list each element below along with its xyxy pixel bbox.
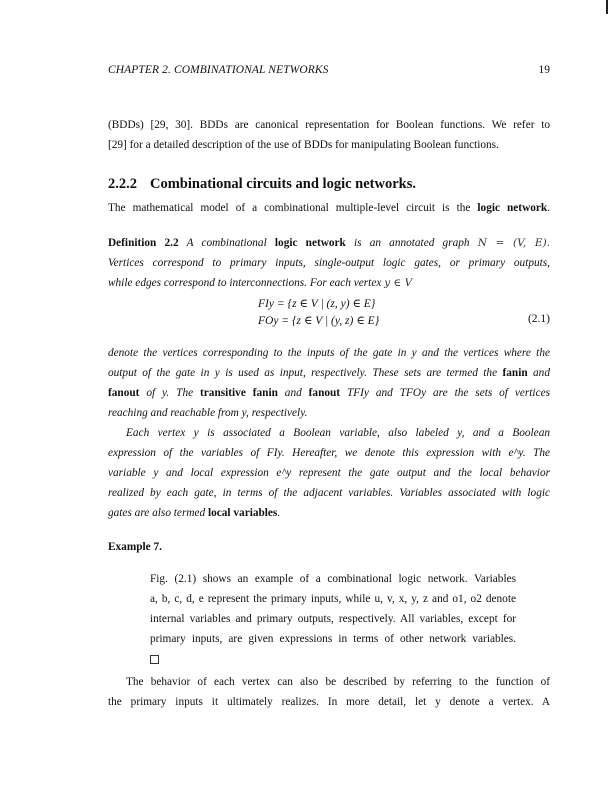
text: .	[277, 507, 281, 519]
equation-fanout: FOy = {z ∈ V | (y, z) ∈ E}	[258, 315, 380, 327]
term-fanin: fanin	[502, 367, 528, 379]
text-line: (BDDs) [29, 30]. BDDs are canonical representation for Boolean functions. We refer to	[108, 119, 550, 131]
text: TFIy and TFOy are the sets of vertices	[340, 387, 550, 399]
term-local-variables: local variables	[207, 507, 278, 519]
text-line: expression of the variables of FIy. Hereafter, we denote this expression with e^y. The	[108, 447, 550, 459]
text: while edges correspond to interconnections. For each vertex	[108, 277, 385, 289]
text: and	[527, 367, 550, 379]
text: output of the gate in y is used as input, respectively. These sets are termed the	[108, 367, 503, 379]
text: and	[277, 387, 309, 399]
page-number: 19	[538, 64, 550, 76]
text: is an annotated graph	[345, 237, 478, 249]
term-fanout: fanout	[308, 387, 341, 399]
term-transitive-fanin: transitive fanin	[200, 387, 278, 399]
math: y ∈ V	[384, 277, 413, 289]
text: The mathematical model of a combinational multiple-level circuit is the	[108, 202, 478, 214]
term-logic-network: logic network	[477, 202, 548, 214]
text-line: denote the vertices corresponding to the inputs of the gate in y and the vertices where the	[108, 347, 550, 359]
paragraph-local-variables	[108, 423, 550, 523]
definition-label: Definition 2.2	[108, 237, 179, 249]
text-line: primary inputs, are given expressions in terms of other network variables.	[150, 633, 516, 645]
running-header	[108, 64, 550, 80]
text-line: Fig. (2.1) shows an example of a combinational logic network. Variables	[150, 573, 516, 585]
text: .	[547, 202, 550, 214]
text-line: variable y and local expression e^y represent the gate output and the local behavior	[108, 467, 550, 479]
intro-paragraph	[108, 115, 550, 155]
section-number: 2.2.2	[108, 176, 137, 192]
text: A combinational	[178, 237, 275, 249]
text-line: reaching and reachable from y, respectively.	[108, 407, 308, 419]
page-edge-mark	[606, 0, 608, 14]
section-intro	[108, 198, 550, 218]
term: logic network	[274, 237, 346, 249]
text-line: Vertices correspond to primary inputs, single-output logic gates, or primary outputs,	[108, 257, 550, 269]
definition-continuation	[108, 343, 550, 423]
section-title: Combinational circuits and logic networks.	[150, 176, 416, 192]
text-line: a, b, c, d, e represent the primary inputs, while u, v, x, y, z and o1, o2 denote	[150, 593, 516, 605]
text-line: [29] for a detailed description of the use of BDDs for manipulating Boolean functions.	[108, 139, 499, 151]
example-title: Example 7.	[108, 541, 162, 553]
text-line: the primary inputs it ultimately realizes. In more detail, let y denote a vertex. A	[108, 696, 550, 708]
definition-block	[108, 233, 550, 293]
example-body	[150, 569, 516, 671]
text-line: realized by each gate, in terms of the adjacent variables. Variables associated with logic	[108, 487, 550, 499]
text-line: The behavior of each vertex can also be described by referring to the function of	[126, 676, 550, 688]
paragraph-behavior	[108, 672, 550, 712]
text: gates are also termed	[108, 507, 208, 519]
chapter-title: CHAPTER 2. COMBINATIONAL NETWORKS	[108, 64, 329, 76]
qed-square-icon	[150, 655, 159, 664]
equation-fanin: FIy = {z ∈ V | (z, y) ∈ E}	[258, 298, 376, 310]
text: of y. The	[139, 387, 201, 399]
math: N = (V, E).	[477, 237, 551, 249]
section-heading	[108, 176, 416, 193]
equation-number: (2.1)	[527, 313, 550, 325]
text-line: Each vertex y is associated a Boolean variable, also labeled y, and a Boolean	[126, 427, 550, 439]
term-fanout: fanout	[108, 387, 140, 399]
text-line: internal variables and primary outputs, respectively. All variables, except for	[150, 613, 516, 625]
